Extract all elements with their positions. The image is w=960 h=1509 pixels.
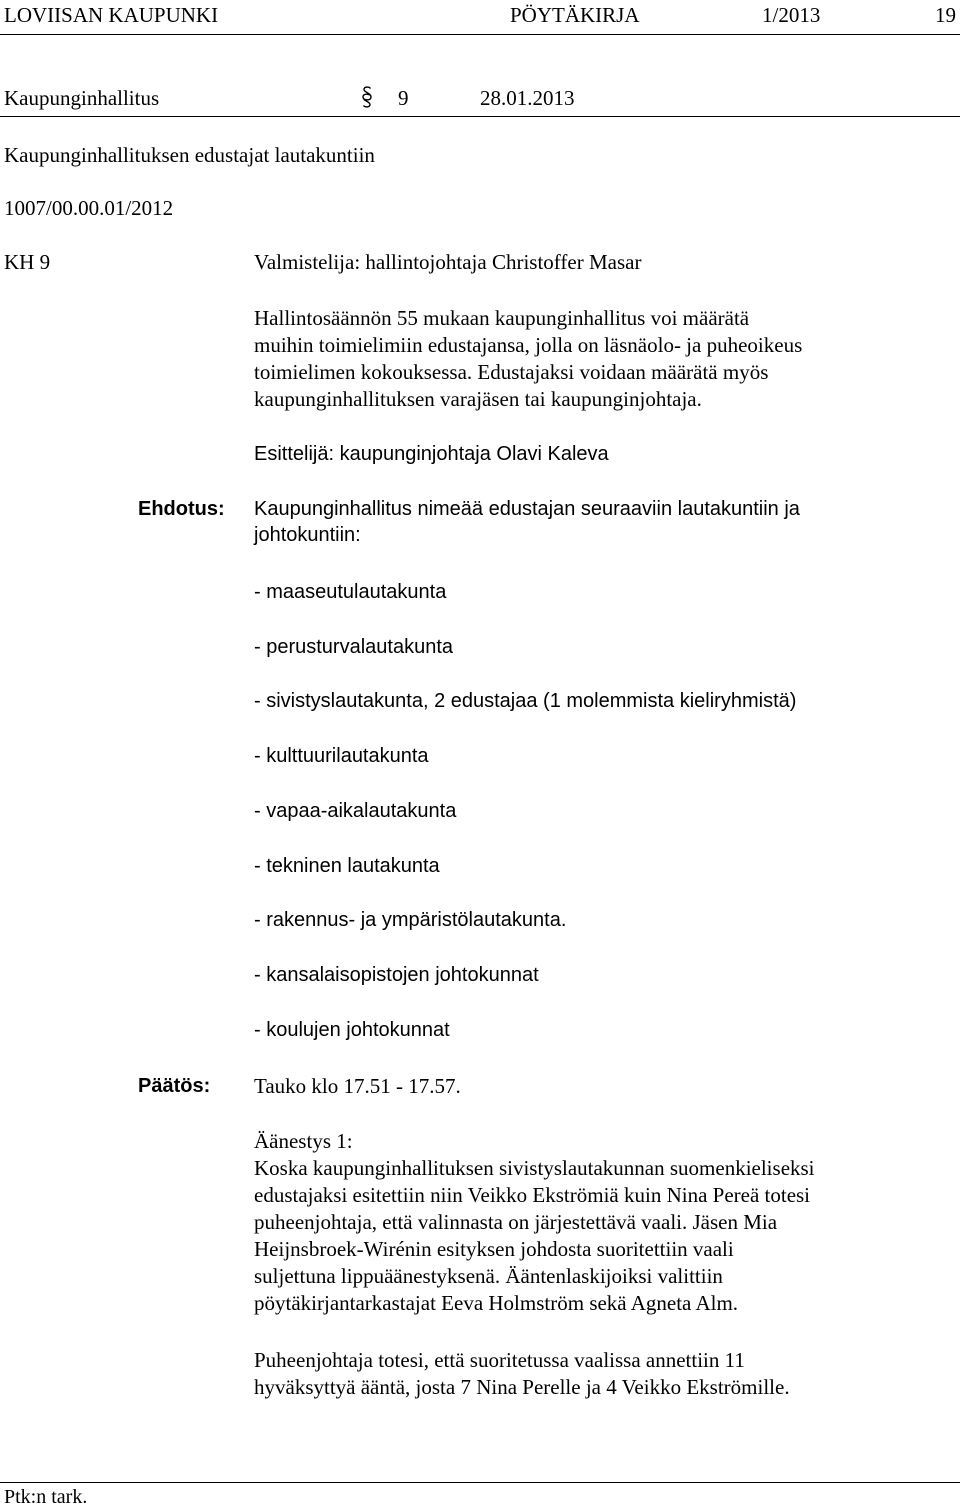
decision-label: Päätös: — [138, 1075, 211, 1097]
header-divider — [0, 34, 960, 35]
board-item: - sivistyslautakunta, 2 edustajaa (1 molemmista kieliryhmistä) — [254, 690, 797, 712]
meeting-date: 28.01.2013 — [480, 86, 575, 110]
board-item: - koulujen johtokunnat — [254, 1019, 450, 1041]
proposal-line: Kaupunginhallitus nimeää edustajan seuraaviin lautakuntiin ja — [254, 498, 800, 520]
board-item: - maaseutulautakunta — [254, 581, 447, 603]
section-sign — [360, 85, 374, 112]
page-number: 19 — [935, 3, 956, 27]
board-item: - vapaa-aikalautakunta — [254, 800, 457, 822]
board-item: - rakennus- ja ympäristölautakunta. — [254, 909, 567, 931]
intro-line: toimielimen kokouksessa. Edustajaksi voidaan määrätä myös — [254, 360, 769, 384]
footer-divider — [0, 1482, 960, 1483]
vote-line: pöytäkirjantarkastajat Eeva Holmström sekä Agneta Alm. — [254, 1291, 739, 1315]
diary-number: 1007/00.00.01/2012 — [4, 196, 174, 220]
proposal-line: johtokuntiin: — [254, 524, 361, 546]
vote-line: puheenjohtaja, että valinnasta on järjestettävä vaali. Jäsen Mia — [254, 1210, 778, 1234]
intro-line: kaupunginhallituksen varajäsen tai kaupunginjohtaja. — [254, 387, 702, 411]
board-item: - kulttuurilautakunta — [254, 745, 429, 767]
item-code: KH 9 — [4, 250, 51, 274]
intro-line: muihin toimielimiin edustajansa, jolla on läsnäolo- ja puheoikeus — [254, 333, 803, 357]
city-name: LOVIISAN KAUPUNKI — [4, 3, 219, 27]
presenter-line: Esittelijä: kaupunginjohtaja Olavi Kaleva — [254, 443, 609, 465]
board-item: - perusturvalautakunta — [254, 636, 454, 658]
vote-line: Koska kaupunginhallituksen sivistyslautakunnan suomenkieliseksi — [254, 1156, 815, 1180]
vote-paragraph — [254, 1128, 815, 1317]
minutes-check-label: Ptk:n tark. — [4, 1486, 88, 1508]
vote-line: Heijnsbroek-Wirénin esityksen johdosta suoritettiin vaali — [254, 1237, 734, 1261]
result-line: Puheenjohtaja totesi, että suoritetussa vaalissa annettiin 11 — [254, 1348, 745, 1372]
proposal-label: Ehdotus: — [138, 498, 225, 520]
body-name: Kaupunginhallitus — [4, 86, 160, 110]
intro-line: Hallintosäännön 55 mukaan kaupunginhallitus voi määrätä — [254, 306, 750, 330]
preparer-line: Valmistelija: hallintojohtaja Christoffer Masar — [254, 250, 642, 274]
board-item: - kansalaisopistojen johtokunnat — [254, 964, 539, 986]
vote-line: suljettuna lippuäänestyksenä. Ääntenlaskijoiksi valittiin — [254, 1264, 723, 1288]
result-line: hyväksyttyä ääntä, josta 7 Nina Perelle ja 4 Veikko Ekströmille. — [254, 1375, 790, 1399]
section-sign-icon — [360, 85, 374, 109]
issue-number: 1/2013 — [762, 3, 821, 27]
section-number: 9 — [398, 86, 409, 110]
document-type: PÖYTÄKIRJA — [510, 3, 640, 27]
break-note: Tauko klo 17.51 - 17.57. — [254, 1074, 461, 1098]
vote-line: edustajaksi esitettiin niin Veikko Ekströmiä kuin Nina Pereä totesi — [254, 1183, 811, 1207]
subheader-divider — [0, 116, 960, 117]
result-paragraph — [254, 1347, 790, 1401]
matter-title: Kaupunginhallituksen edustajat lautakuntiin — [4, 143, 375, 167]
vote-title: Äänestys 1: — [254, 1129, 353, 1153]
proposal-text — [254, 496, 800, 548]
board-item: - tekninen lautakunta — [254, 855, 440, 877]
intro-paragraph — [254, 305, 802, 413]
